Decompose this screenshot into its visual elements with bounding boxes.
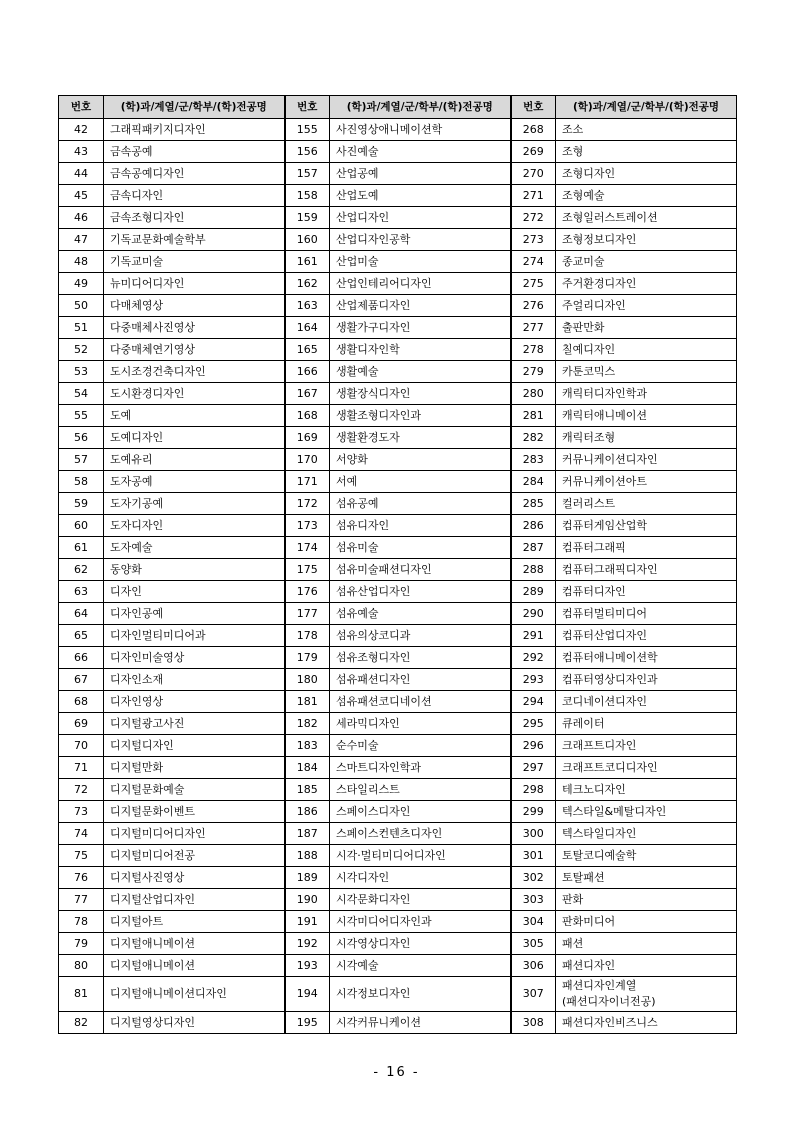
- table-row: [59, 273, 737, 295]
- table-row: [59, 185, 737, 207]
- table-row: [59, 559, 737, 581]
- major-name-cell: 산업디자인공학: [330, 229, 511, 251]
- major-name-cell: 생활디자인학: [330, 339, 511, 361]
- row-number-cell: 67: [59, 669, 104, 691]
- major-name-cell: 주얼리디자인: [556, 295, 737, 317]
- major-name-cell: 사진영상애니메이션학: [330, 119, 511, 141]
- row-number-cell: 268: [511, 119, 556, 141]
- major-name-cell: 패션: [556, 933, 737, 955]
- row-number-cell: 288: [511, 559, 556, 581]
- header-major-name-3: (학)과/계열/군/학부/(학)전공명: [556, 96, 737, 119]
- row-number-cell: 69: [59, 713, 104, 735]
- table-row: [59, 691, 737, 713]
- row-number-cell: 170: [285, 449, 330, 471]
- row-number-cell: 73: [59, 801, 104, 823]
- row-number-cell: 307: [511, 977, 556, 1012]
- major-name-cell: 동양화: [104, 559, 285, 581]
- row-number-cell: 285: [511, 493, 556, 515]
- row-number-cell: 47: [59, 229, 104, 251]
- major-name-cell: 생활예술: [330, 361, 511, 383]
- table-row: [59, 383, 737, 405]
- row-number-cell: 292: [511, 647, 556, 669]
- row-number-cell: 157: [285, 163, 330, 185]
- row-number-cell: 193: [285, 955, 330, 977]
- row-number-cell: 305: [511, 933, 556, 955]
- major-name-cell: 다중매체사진영상: [104, 317, 285, 339]
- row-number-cell: 297: [511, 757, 556, 779]
- table-row: [59, 493, 737, 515]
- major-name-cell: 컴퓨터그래픽: [556, 537, 737, 559]
- major-name-cell: 섬유예술: [330, 603, 511, 625]
- major-name-cell: 조형디자인: [556, 163, 737, 185]
- major-name-cell: 스타일리스트: [330, 779, 511, 801]
- table-row: [59, 295, 737, 317]
- row-number-cell: 179: [285, 647, 330, 669]
- major-name-cell: 다매체영상: [104, 295, 285, 317]
- major-name-cell: 디지털문화예술: [104, 779, 285, 801]
- major-name-cell: 산업도예: [330, 185, 511, 207]
- table-row: [59, 977, 737, 1012]
- major-name-cell: 섬유패션디자인: [330, 669, 511, 691]
- major-name-cell: 기독교미술: [104, 251, 285, 273]
- row-number-cell: 175: [285, 559, 330, 581]
- major-name-cell: 크래프트코디디자인: [556, 757, 737, 779]
- table-row: [59, 845, 737, 867]
- major-name-cell: 컴퓨터디자인: [556, 581, 737, 603]
- table-row: [59, 339, 737, 361]
- major-name-cell: 산업공예: [330, 163, 511, 185]
- major-name-cell: 도예유리: [104, 449, 285, 471]
- row-number-cell: 78: [59, 911, 104, 933]
- major-name-cell: 디지털디자인: [104, 735, 285, 757]
- major-name-cell: 도시조경건축디자인: [104, 361, 285, 383]
- table-row: [59, 141, 737, 163]
- major-name-line: (패션디자이너전공): [562, 995, 656, 1008]
- row-number-cell: 279: [511, 361, 556, 383]
- row-number-cell: 195: [285, 1012, 330, 1034]
- major-name-cell: 코디네이션디자인: [556, 691, 737, 713]
- major-name-cell: 생활장식디자인: [330, 383, 511, 405]
- major-name-cell: 기독교문화예술학부: [104, 229, 285, 251]
- major-name-cell: 산업미술: [330, 251, 511, 273]
- table-row: [59, 515, 737, 537]
- row-number-cell: 283: [511, 449, 556, 471]
- row-number-cell: 161: [285, 251, 330, 273]
- table-header-row: [59, 96, 737, 119]
- table-row: [59, 625, 737, 647]
- major-name-cell: 도시환경디자인: [104, 383, 285, 405]
- row-number-cell: 155: [285, 119, 330, 141]
- row-number-cell: 68: [59, 691, 104, 713]
- row-number-cell: 48: [59, 251, 104, 273]
- row-number-cell: 185: [285, 779, 330, 801]
- row-number-cell: 44: [59, 163, 104, 185]
- row-number-cell: 181: [285, 691, 330, 713]
- row-number-cell: 65: [59, 625, 104, 647]
- row-number-cell: 183: [285, 735, 330, 757]
- row-number-cell: 271: [511, 185, 556, 207]
- major-name-cell: 섬유의상코디과: [330, 625, 511, 647]
- row-number-cell: 52: [59, 339, 104, 361]
- major-name-cell: 세라믹디자인: [330, 713, 511, 735]
- table-row: [59, 163, 737, 185]
- row-number-cell: 75: [59, 845, 104, 867]
- table-row: [59, 735, 737, 757]
- major-name-cell: 산업제품디자인: [330, 295, 511, 317]
- row-number-cell: 289: [511, 581, 556, 603]
- major-name-cell: 다중매체연기영상: [104, 339, 285, 361]
- major-name-cell: 섬유디자인: [330, 515, 511, 537]
- row-number-cell: 42: [59, 119, 104, 141]
- row-number-cell: 269: [511, 141, 556, 163]
- table-row: [59, 801, 737, 823]
- row-number-cell: 188: [285, 845, 330, 867]
- table-row: [59, 603, 737, 625]
- major-name-cell: 디자인공예: [104, 603, 285, 625]
- table-row: [59, 537, 737, 559]
- major-name-cell: 시각미디어디자인과: [330, 911, 511, 933]
- row-number-cell: 302: [511, 867, 556, 889]
- row-number-cell: 186: [285, 801, 330, 823]
- row-number-cell: 270: [511, 163, 556, 185]
- row-number-cell: 64: [59, 603, 104, 625]
- row-number-cell: 290: [511, 603, 556, 625]
- major-name-cell: 캐릭터애니메이션: [556, 405, 737, 427]
- row-number-cell: 293: [511, 669, 556, 691]
- major-name-cell: 스페이스디자인: [330, 801, 511, 823]
- major-name-cell: 생활가구디자인: [330, 317, 511, 339]
- major-name-cell: 큐레이터: [556, 713, 737, 735]
- major-name-cell: 디지털문화이벤트: [104, 801, 285, 823]
- row-number-cell: 278: [511, 339, 556, 361]
- major-name-cell: 금속공예디자인: [104, 163, 285, 185]
- row-number-cell: 160: [285, 229, 330, 251]
- major-name-cell: 커뮤니케이션디자인: [556, 449, 737, 471]
- table-row: [59, 317, 737, 339]
- major-name-cell: 패션디자인비즈니스: [556, 1012, 737, 1034]
- row-number-cell: 53: [59, 361, 104, 383]
- row-number-cell: 168: [285, 405, 330, 427]
- table-row: [59, 405, 737, 427]
- row-number-cell: 286: [511, 515, 556, 537]
- major-name-cell: 섬유패션코디네이션: [330, 691, 511, 713]
- major-name-cell: 크래프트디자인: [556, 735, 737, 757]
- row-number-cell: 301: [511, 845, 556, 867]
- row-number-cell: 184: [285, 757, 330, 779]
- major-name-cell: 디지털영상디자인: [104, 1012, 285, 1034]
- table-row: [59, 207, 737, 229]
- row-number-cell: 76: [59, 867, 104, 889]
- major-name-cell: 디자인영상: [104, 691, 285, 713]
- row-number-cell: 276: [511, 295, 556, 317]
- table-row: [59, 867, 737, 889]
- major-name-cell: 조소: [556, 119, 737, 141]
- major-name-cell: 캐릭터디자인학과: [556, 383, 737, 405]
- major-name-cell: 섬유미술패션디자인: [330, 559, 511, 581]
- row-number-cell: 169: [285, 427, 330, 449]
- major-name-cell: 금속디자인: [104, 185, 285, 207]
- major-name-cell: 디자인미술영상: [104, 647, 285, 669]
- table-row: [59, 427, 737, 449]
- table-row: [59, 933, 737, 955]
- major-name-cell: 시각영상디자인: [330, 933, 511, 955]
- row-number-cell: 81: [59, 977, 104, 1012]
- major-name-cell: 토탈패션: [556, 867, 737, 889]
- table-row: [59, 757, 737, 779]
- major-name-cell: 디지털애니메이션디자인: [104, 977, 285, 1012]
- header-major-name-1: (학)과/계열/군/학부/(학)전공명: [104, 96, 285, 119]
- major-name-cell: 디지털아트: [104, 911, 285, 933]
- row-number-cell: 190: [285, 889, 330, 911]
- row-number-cell: 280: [511, 383, 556, 405]
- major-name-cell: 섬유조형디자인: [330, 647, 511, 669]
- row-number-cell: 77: [59, 889, 104, 911]
- row-number-cell: 194: [285, 977, 330, 1012]
- row-number-cell: 59: [59, 493, 104, 515]
- row-number-cell: 300: [511, 823, 556, 845]
- table-row: [59, 669, 737, 691]
- row-number-cell: 171: [285, 471, 330, 493]
- row-number-cell: 182: [285, 713, 330, 735]
- major-name-cell: 섬유미술: [330, 537, 511, 559]
- row-number-cell: 163: [285, 295, 330, 317]
- row-number-cell: 284: [511, 471, 556, 493]
- major-name-cell: 텍스타일디자인: [556, 823, 737, 845]
- row-number-cell: 50: [59, 295, 104, 317]
- row-number-cell: 45: [59, 185, 104, 207]
- table-row: [59, 1012, 737, 1034]
- major-name-cell: 컴퓨터산업디자인: [556, 625, 737, 647]
- row-number-cell: 299: [511, 801, 556, 823]
- row-number-cell: 177: [285, 603, 330, 625]
- major-name-cell: 뉴미디어디자인: [104, 273, 285, 295]
- table-row: [59, 713, 737, 735]
- row-number-cell: 192: [285, 933, 330, 955]
- major-name-cell: 디지털광고사진: [104, 713, 285, 735]
- table-row: [59, 251, 737, 273]
- row-number-cell: 277: [511, 317, 556, 339]
- major-name-cell: 시각정보디자인: [330, 977, 511, 1012]
- row-number-cell: 70: [59, 735, 104, 757]
- major-name-cell: 시각커뮤니케이션: [330, 1012, 511, 1034]
- table-row: [59, 779, 737, 801]
- row-number-cell: 158: [285, 185, 330, 207]
- row-number-cell: 66: [59, 647, 104, 669]
- major-name-cell: 컴퓨터영상디자인과: [556, 669, 737, 691]
- major-name-cell: 서예: [330, 471, 511, 493]
- major-name-cell: 스마트디자인학과: [330, 757, 511, 779]
- row-number-cell: 187: [285, 823, 330, 845]
- table-row: [59, 361, 737, 383]
- major-name-cell: 시각·멀티미디어디자인: [330, 845, 511, 867]
- header-number-1: 번호: [59, 96, 104, 119]
- row-number-cell: 49: [59, 273, 104, 295]
- major-name-cell: 디자인멀티미디어과: [104, 625, 285, 647]
- row-number-cell: 58: [59, 471, 104, 493]
- major-name-cell: 그래픽패키지디자인: [104, 119, 285, 141]
- major-name-cell: 판화미디어: [556, 911, 737, 933]
- major-name-cell: 섬유공예: [330, 493, 511, 515]
- table-row: [59, 647, 737, 669]
- major-name-cell: 카툰코믹스: [556, 361, 737, 383]
- major-name-cell: 디지털산업디자인: [104, 889, 285, 911]
- row-number-cell: 71: [59, 757, 104, 779]
- major-name-cell: 조형예술: [556, 185, 737, 207]
- major-name-cell: 디지털미디어전공: [104, 845, 285, 867]
- row-number-cell: 166: [285, 361, 330, 383]
- header-number-3: 번호: [511, 96, 556, 119]
- major-name-cell: 산업인테리어디자인: [330, 273, 511, 295]
- row-number-cell: 191: [285, 911, 330, 933]
- major-name-cell: 토탈코디예술학: [556, 845, 737, 867]
- header-number-2: 번호: [285, 96, 330, 119]
- row-number-cell: 60: [59, 515, 104, 537]
- major-name-cell: 디지털애니메이션: [104, 955, 285, 977]
- row-number-cell: 275: [511, 273, 556, 295]
- major-name-cell: 디지털만화: [104, 757, 285, 779]
- row-number-cell: 156: [285, 141, 330, 163]
- table-row: [59, 955, 737, 977]
- major-name-cell: 스페이스컨텐츠디자인: [330, 823, 511, 845]
- major-name-cell: 조형정보디자인: [556, 229, 737, 251]
- major-name-cell: 텍스타일&메탈디자인: [556, 801, 737, 823]
- row-number-cell: 173: [285, 515, 330, 537]
- major-name-cell: 테크노디자인: [556, 779, 737, 801]
- table-row: [59, 889, 737, 911]
- major-name-cell: 금속공예: [104, 141, 285, 163]
- major-name-cell: 조형일러스트레이션: [556, 207, 737, 229]
- major-name-cell: 판화: [556, 889, 737, 911]
- major-name-cell: 주거환경디자인: [556, 273, 737, 295]
- row-number-cell: 295: [511, 713, 556, 735]
- header-major-name-2: (학)과/계열/군/학부/(학)전공명: [330, 96, 511, 119]
- row-number-cell: 72: [59, 779, 104, 801]
- row-number-cell: 51: [59, 317, 104, 339]
- major-name-cell: 사진예술: [330, 141, 511, 163]
- row-number-cell: 62: [59, 559, 104, 581]
- major-name-cell: 디지털애니메이션: [104, 933, 285, 955]
- major-name-cell: [556, 977, 737, 1012]
- table-row: [59, 449, 737, 471]
- table-row: [59, 119, 737, 141]
- row-number-cell: 63: [59, 581, 104, 603]
- major-table: [58, 95, 737, 1034]
- row-number-cell: 303: [511, 889, 556, 911]
- table-row: [59, 581, 737, 603]
- major-name-cell: 시각문화디자인: [330, 889, 511, 911]
- major-name-cell: 디지털미디어디자인: [104, 823, 285, 845]
- row-number-cell: 55: [59, 405, 104, 427]
- major-name-cell: 캐릭터조형: [556, 427, 737, 449]
- row-number-cell: 296: [511, 735, 556, 757]
- row-number-cell: 74: [59, 823, 104, 845]
- major-name-cell: 조형: [556, 141, 737, 163]
- row-number-cell: 178: [285, 625, 330, 647]
- row-number-cell: 298: [511, 779, 556, 801]
- major-name-cell: 컴퓨터그래픽디자인: [556, 559, 737, 581]
- row-number-cell: 61: [59, 537, 104, 559]
- row-number-cell: 274: [511, 251, 556, 273]
- major-name-cell: 산업디자인: [330, 207, 511, 229]
- row-number-cell: 172: [285, 493, 330, 515]
- major-name-cell: 도예디자인: [104, 427, 285, 449]
- major-name-cell: 종교미술: [556, 251, 737, 273]
- row-number-cell: 80: [59, 955, 104, 977]
- row-number-cell: 167: [285, 383, 330, 405]
- row-number-cell: 281: [511, 405, 556, 427]
- table-row: [59, 823, 737, 845]
- row-number-cell: 56: [59, 427, 104, 449]
- row-number-cell: 165: [285, 339, 330, 361]
- table-row: [59, 229, 737, 251]
- major-name-cell: 디자인소재: [104, 669, 285, 691]
- row-number-cell: 304: [511, 911, 556, 933]
- row-number-cell: 189: [285, 867, 330, 889]
- major-name-cell: 컴퓨터게임산업학: [556, 515, 737, 537]
- major-name-cell: 칠예디자인: [556, 339, 737, 361]
- page-number: - 16 -: [373, 1065, 420, 1080]
- major-name-cell: 도자디자인: [104, 515, 285, 537]
- row-number-cell: 282: [511, 427, 556, 449]
- major-name-cell: 패션디자인: [556, 955, 737, 977]
- major-name-cell: 컴퓨터애니메이션학: [556, 647, 737, 669]
- row-number-cell: 162: [285, 273, 330, 295]
- row-number-cell: 54: [59, 383, 104, 405]
- row-number-cell: 159: [285, 207, 330, 229]
- major-name-cell: 서양화: [330, 449, 511, 471]
- table-body: [59, 119, 737, 1034]
- row-number-cell: 272: [511, 207, 556, 229]
- row-number-cell: 273: [511, 229, 556, 251]
- row-number-cell: 79: [59, 933, 104, 955]
- row-number-cell: 164: [285, 317, 330, 339]
- major-name-cell: 생활환경도자: [330, 427, 511, 449]
- major-name-cell: 순수미술: [330, 735, 511, 757]
- row-number-cell: 291: [511, 625, 556, 647]
- major-name-cell: 생활조형디자인과: [330, 405, 511, 427]
- major-name-cell: 디지털사진영상: [104, 867, 285, 889]
- major-name-cell: 시각예술: [330, 955, 511, 977]
- major-name-cell: 컬러리스트: [556, 493, 737, 515]
- row-number-cell: 308: [511, 1012, 556, 1034]
- major-name-cell: 도자예술: [104, 537, 285, 559]
- major-name-line: 패션디자인계열: [562, 979, 637, 992]
- major-name-cell: 도자공예: [104, 471, 285, 493]
- major-name-cell: 디자인: [104, 581, 285, 603]
- major-name-cell: 도자기공예: [104, 493, 285, 515]
- row-number-cell: 82: [59, 1012, 104, 1034]
- major-name-cell: 도예: [104, 405, 285, 427]
- row-number-cell: 294: [511, 691, 556, 713]
- major-name-cell: 섬유산업디자인: [330, 581, 511, 603]
- row-number-cell: 287: [511, 537, 556, 559]
- table-row: [59, 471, 737, 493]
- row-number-cell: 174: [285, 537, 330, 559]
- major-name-cell: 시각디자인: [330, 867, 511, 889]
- row-number-cell: 306: [511, 955, 556, 977]
- major-name-cell: 출판만화: [556, 317, 737, 339]
- row-number-cell: 46: [59, 207, 104, 229]
- row-number-cell: 180: [285, 669, 330, 691]
- row-number-cell: 57: [59, 449, 104, 471]
- row-number-cell: 43: [59, 141, 104, 163]
- major-name-cell: 금속조형디자인: [104, 207, 285, 229]
- major-name-cell: 컴퓨터멀티미디어: [556, 603, 737, 625]
- row-number-cell: 176: [285, 581, 330, 603]
- major-name-cell: 커뮤니케이션아트: [556, 471, 737, 493]
- table-row: [59, 911, 737, 933]
